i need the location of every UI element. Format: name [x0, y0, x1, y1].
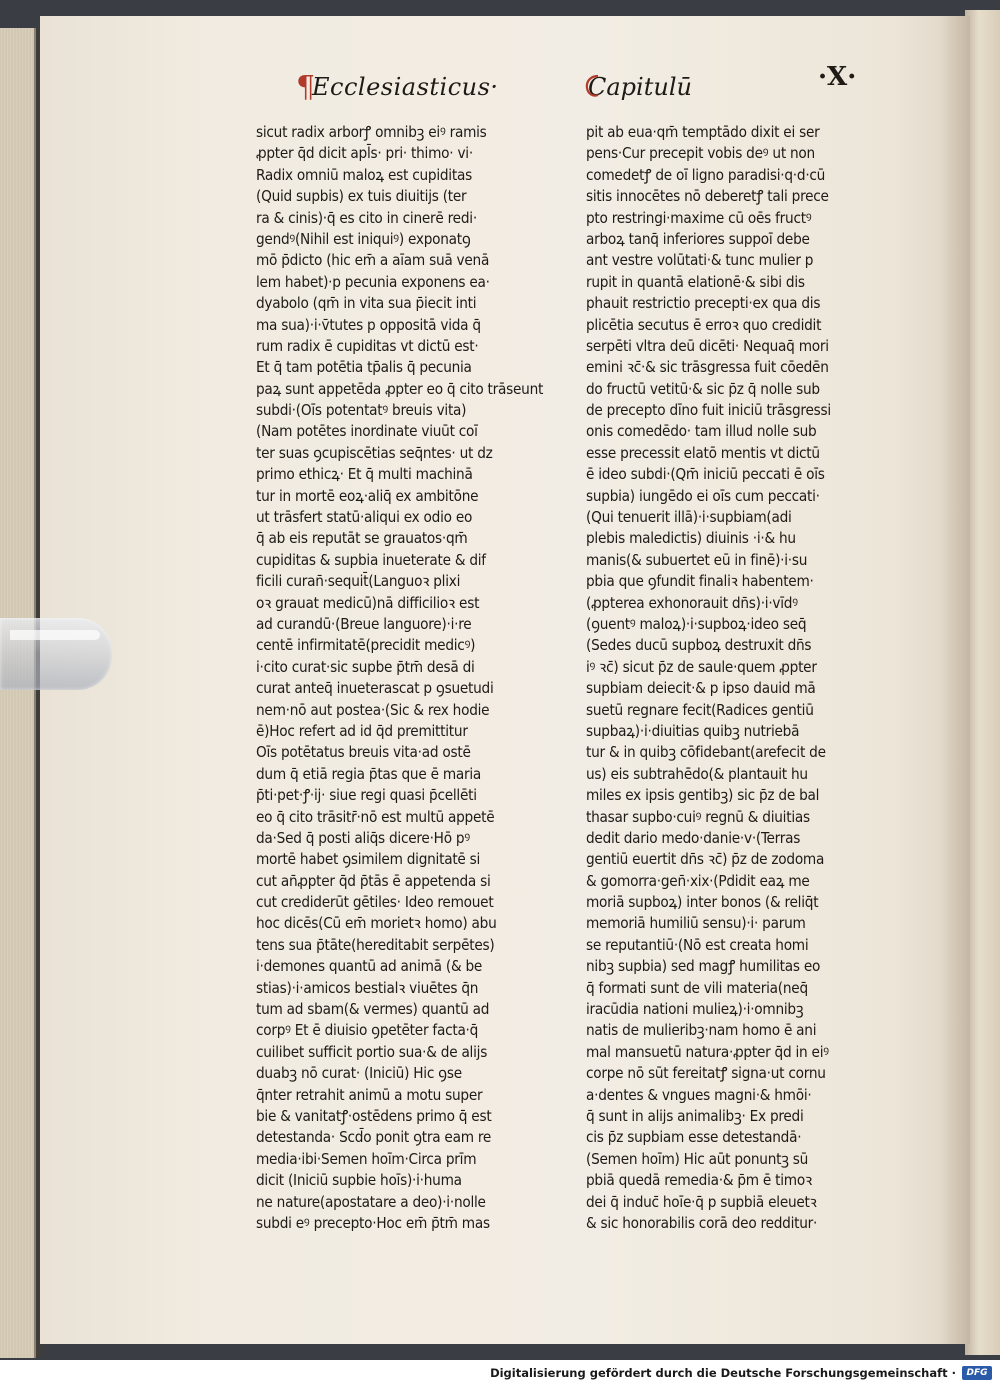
text-line: centē infirmitatē(precidit medicꝰ) — [256, 636, 476, 655]
text-line: supbia) iungēdo ei oīs cum peccati· — [586, 486, 820, 505]
text-line: mortē habet ꝯsimilem dignitatē si — [256, 850, 481, 869]
text-line: & sic honorabilis corā deo redditur· — [586, 1213, 818, 1232]
text-line: esse precessit elatō mentis vt dictū — [586, 443, 820, 462]
text-line: emini ꝛc̄·& sic trāsgressa fuit cōedēn — [586, 358, 829, 377]
text-line: p̄ti·pet·ꝭ·ij· siue regi quasi p̄cellēti — [256, 786, 477, 805]
text-line: ant vestre volūtati·& tunc mulier p — [586, 251, 814, 270]
text-line: plebis maledictis) diuinis ·i·& hu — [586, 529, 796, 548]
text-line: manis(& subuertet eū in finē)·i·su — [586, 550, 808, 569]
book-fore-edge — [0, 28, 36, 1358]
text-line: ē)Hoc refert ad id q̄d premittitur — [256, 721, 468, 740]
text-line: ē ideo subdi·(Qm̄ iniciū peccati ē oīs — [586, 465, 825, 484]
right-page-edge — [965, 10, 1000, 1355]
text-line: (Sedes ducū supboꝝ destruxit dn̄s — [586, 636, 812, 655]
footer-bar — [0, 1360, 1000, 1387]
text-line: tur & in quibꝫ cōfidebant(arefecit de — [586, 743, 826, 762]
text-line: suetū regnare fecit(Radices gentiū — [586, 700, 814, 719]
text-line: cut an̄ꝓpter q̄d p̄tās ē appetenda si — [256, 871, 491, 890]
text-line: cis p̄z supbiam esse detestandā· — [586, 1128, 802, 1147]
text-line: Radix omniū maloꝝ est cupiditas — [256, 165, 472, 184]
text-line: corpꝰ Et ē diuisio ꝯpetēter facta·q̄ — [256, 1021, 479, 1040]
text-line: iracūdia nationi mulieꝝ)·i·omnibꝫ — [586, 1000, 804, 1019]
running-title: Ecclesiasticus· — [312, 73, 499, 101]
text-line: (Nam potētes inordinate viuūt coī — [256, 422, 478, 441]
text-line: da·Sed q̄ posti aliq̄s dicere·Hō pꝰ — [256, 828, 470, 847]
text-line: rupit in quantā elationē·& sibi dis — [586, 272, 805, 291]
text-line: de precepto dīno fuit iniciū trāsgressi — [586, 401, 831, 420]
rubric-stroke — [584, 73, 602, 99]
text-line: i·cito curat·sic supbe p̄tm̄ desā di — [256, 657, 475, 676]
text-line: (ꝓpterea exhonorauit dn̄s)·i·vīdꝰ — [586, 593, 798, 612]
text-line: sicut radix arborꝭ omnibꝫ eiꝰ ramis — [256, 123, 487, 141]
text-line: & gomorra·gen̄·xix·(Pdidit eaꝝ me — [586, 871, 810, 890]
text-line: cupiditas & supbia inueterate & dif — [256, 550, 486, 569]
text-line: duabꝫ nō curat· (Iniciū) Hic ꝯse — [256, 1064, 462, 1083]
text-line: supbiam deiecit·& p ipso dauid mā — [586, 679, 816, 698]
text-line: do fructū vetitū·& sic p̄z q̄ nolle sub — [586, 379, 820, 398]
text-line: supbaꝝ)·i·diuitias quibꝫ nutriebā — [586, 721, 800, 740]
text-line: ne nature(apostatare a deo)·i·nolle — [256, 1192, 486, 1211]
text-line: dum q̄ etiā regia p̄tas que ē maria — [256, 764, 482, 783]
text-line: cuilibet sufficit portio sua·& de alijs — [256, 1042, 488, 1061]
text-line: hoc dicēs(Cū em̄ morietꝛ homo) abu — [256, 914, 497, 933]
text-line: primo ethicꝝ· Et q̄ multi machinā — [256, 465, 473, 484]
text-line: gendꝰ(Nihil est iniquiꝰ) exponatꝯ — [256, 229, 471, 248]
dfg-logo: DFG — [962, 1366, 992, 1380]
text-line: oꝛ grauat medicū)nā difficilioꝛ est — [256, 593, 480, 612]
text-line: serpēti vltra deū dicēti· Nequaq̄ mori — [586, 336, 829, 355]
page-clamp — [0, 618, 112, 690]
text-line: ficili curan̄·sequit̄(Languoꝛ plixi — [256, 572, 461, 591]
text-line: paꝝ sunt appetēda ꝓpter eo q̄ cito trāseunt — [256, 379, 544, 398]
text-line: ma sua)·i·v̄tutes p oppositā vida q̄ — [256, 315, 481, 334]
text-column-left — [256, 122, 556, 1234]
text-line: pit ab eua·qm̄ temptādo dixit ei ser — [586, 123, 820, 141]
text-line: bie & vanitatꝭ·ostēdens primo q̄ est — [256, 1106, 492, 1125]
text-line: a·dentes & vngues magni·& hmōi· — [586, 1085, 812, 1104]
text-line: ut trāsfert statū·aliqui ex odio eo — [256, 508, 473, 527]
text-line: pto restringi·maxime cū oēs fructꝰ — [586, 208, 812, 227]
text-line: corpe nō sūt fereitatꝭ signa·ut cornu — [586, 1064, 826, 1083]
text-line: mal mansuetū natura·ꝓpter q̄d in eiꝰ — [586, 1042, 829, 1061]
text-line: pbiā quedā remedia·& p̄m ē timoꝛ — [586, 1171, 812, 1190]
text-line: subdi·(Oīs potentatꝰ breuis vita) — [256, 401, 467, 420]
text-line: subdi eꝰ precepto·Hoc em̄ p̄tm̄ mas — [256, 1213, 490, 1232]
section-label: Capitulū — [588, 73, 692, 101]
text-line: ad curandū·(Breue languore)·i·re — [256, 614, 472, 633]
text-line: cut crediderūt gētiles· Ideo remouet — [256, 893, 494, 912]
text-line: ra & cinis)·q̄ es cito in cinerē redi· — [256, 208, 477, 227]
page-gutter-shadow — [940, 16, 970, 1344]
text-line: us) eis subtrahēdo(& plantauit hu — [586, 764, 808, 783]
text-line: nem·nō aut postea·(Sic & rex hodie — [256, 700, 490, 719]
text-line: onis comedēdo· tam illud nolle sub — [586, 422, 817, 441]
text-line: media·ibi·Semen hoīm·Circa prīm — [256, 1149, 477, 1168]
text-line: ꝓpter q̄d dicit apl̄s· pri· thimo· vi· — [256, 144, 473, 163]
text-line: q̄nter retrahit animū a motu super — [256, 1085, 483, 1104]
text-line: (Quid supbis) ex tuis diuitijs (ter — [256, 187, 467, 206]
text-line: mō p̄dicto (hic em̄ a aīam suā venā — [256, 251, 490, 270]
text-line: (ꝯuentꝰ maloꝝ)·i·supboꝝ·ideo seq̄ — [586, 614, 807, 633]
text-line: dedit dario medo·danie·v·(Terras — [586, 828, 801, 847]
text-line: q̄ ab eis reputāt se grauatos·qm̄ — [256, 529, 468, 548]
text-line: se reputantiū·(Nō est creata homi — [586, 935, 809, 954]
text-line: pens·Cur precepit vobis deꝰ ut non — [586, 144, 815, 163]
text-line: rum radix ē cupiditas vt dictū est· — [256, 336, 479, 355]
text-line: plicētia secutus ē erroꝛ quo credidit — [586, 315, 822, 334]
text-line: tur in mortē eoꝝ·aliq̄ ex ambitōne — [256, 486, 479, 505]
text-line: ter suas ꝯcupiscētias seq̄ntes· ut dz — [256, 443, 493, 462]
text-column-right — [586, 122, 892, 1234]
text-line: curat anteq̄ inueterascat p ꝯsuetudi — [256, 679, 494, 698]
text-line: (Semen hoīm) Hic aūt ponuntꝫ sū — [586, 1149, 809, 1168]
text-line: pbia que ꝯfundit finaliꝛ habentem· — [586, 572, 814, 591]
text-line: iꝰ ꝛc̄) sicut p̄z de saule·quem ꝓpter — [586, 657, 817, 676]
rubric-pilcrow: ¶ — [296, 70, 316, 105]
text-line: thasar supbo·cuiꝰ regnū & diuitias — [586, 807, 810, 826]
folio-number: ·X· — [818, 62, 857, 92]
text-line: lem habet)·p pecunia exponens ea· — [256, 272, 490, 291]
text-line: eo q̄ cito trāsitr̄·nō est multū appetē — [256, 807, 495, 826]
text-line: comedetꝭ de oī ligno paradisi·q·d·cū — [586, 165, 826, 184]
page-clamp-highlight — [10, 630, 100, 640]
text-line: (Qui tenuerit illā)·i·supbiam(adi — [586, 508, 792, 527]
text-line: dicit (Iniciū supbie hoīs)·i·huma — [256, 1171, 462, 1190]
text-line: phauit restrictio precepti·ex qua dis — [586, 294, 821, 313]
text-line: Et q̄ tam potētia tp̄alis q̄ pecunia — [256, 358, 472, 377]
text-line: natis de mulieribꝫ·nam homo ē ani — [586, 1021, 817, 1040]
text-line: arboꝝ tanq̄ inferiores suppoī debe — [586, 229, 810, 248]
text-line: gentiū euertit dn̄s ꝛc̄) p̄z de zodoma — [586, 850, 825, 869]
text-line: tens sua p̄tāte(hereditabit serpētes) — [256, 935, 495, 954]
text-line: dyabolo (qm̄ in vita sua p̄iecit inti — [256, 294, 477, 313]
text-line: dei q̄ induc̄ hoīe·q̄ p supbiā eleuetꝛ — [586, 1192, 817, 1211]
text-line: memoriā humiliū sensu)·i· parum — [586, 914, 806, 933]
footer-credit: Digitalisierung gefördert durch die Deutsche Forschungsgemeinschaft · — [490, 1366, 956, 1380]
text-line: sitis innocētes nō deberetꝭ tali prece — [586, 187, 829, 206]
text-line: nibꝫ supbia) sed magꝭ humilitas eo — [586, 957, 821, 976]
text-line: q̄ formati sunt de vili materia(neq̄ — [586, 978, 808, 997]
text-line: moriā supboꝝ) inter bonos (& reliq̄t — [586, 893, 819, 912]
text-line: tum ad sbam(& vermes) quantū ad — [256, 1000, 490, 1019]
text-line: Oīs potētatus breuis vita·ad ostē — [256, 743, 471, 762]
text-line: stias)·i·amicos bestialꝛ viuētes q̄n — [256, 978, 479, 997]
text-line: miles ex ipsis gentibꝫ) sic p̄z de bal — [586, 786, 820, 805]
text-line: i·demones quantū ad animā (& be — [256, 957, 483, 976]
text-line: q̄ sunt in alijs animalibꝫ· Ex predi — [586, 1106, 804, 1125]
text-line: detestanda· Scd̄o ponit ꝯtra eam re — [256, 1128, 492, 1147]
